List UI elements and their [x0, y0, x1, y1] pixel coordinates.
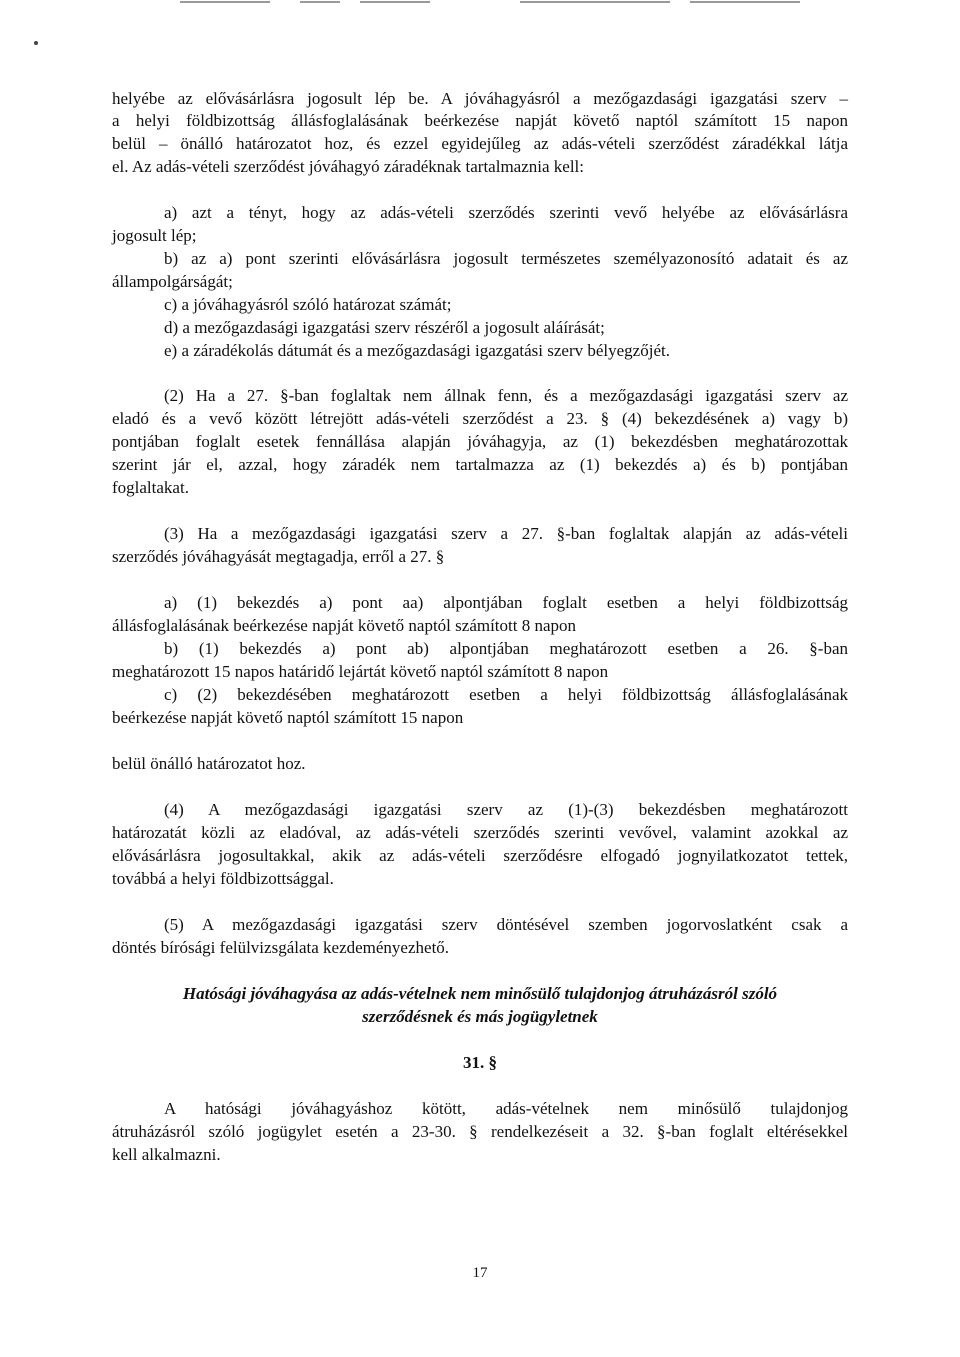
- text-line: el. Az adás-vételi szerződést jóváhagyó záradéknak tartalmaznia kell:: [112, 157, 584, 176]
- text-line: elővásárlásra jogosultakkal, akik az adás-vételi szerződésre elfogadó jognyilatkozatot tettek,: [112, 846, 848, 865]
- paragraph-2: (2) Ha a 27. §-ban foglaltak nem állnak fenn, és a mezőgazdasági igazgatási szerv az: [164, 386, 848, 405]
- list-item-e: e) a záradékolás dátumát és a mezőgazdasági igazgatási szerv bélyegzőjét.: [164, 341, 670, 360]
- text-line: állampolgárságát;: [112, 272, 233, 291]
- text-line: eladó és a vevő között létrejött adás-vételi szerződést a 23. § (4) bekezdésének a) vagy b): [112, 409, 848, 428]
- text-line: állásfoglalásának beérkezése napját követő naptól számított 8 napon: [112, 616, 577, 635]
- list-item-d: d) a mezőgazdasági igazgatási szerv részéről a jogosult aláírását;: [164, 318, 605, 337]
- paragraph-3-item-c: c) (2) bekezdésében meghatározott esetben a helyi földbizottság állásfoglalásának: [164, 685, 848, 704]
- text-line: a helyi földbizottság állásfoglalásának beérkezése napját követő naptól számított 15 napon: [112, 111, 848, 130]
- section-heading-cont: szerződésnek és más jogügyletnek: [362, 1007, 598, 1026]
- text-line: belül önálló határozatot hoz.: [112, 754, 306, 773]
- paragraph-3-item-b: b) (1) bekezdés a) pont ab) alpontjában meghatározott esetben a 26. §-ban: [164, 639, 848, 658]
- scan-edge-artifact: [0, 0, 960, 6]
- text-line: belül – önálló határozatot hoz, és ezzel egyidejűleg az adás-vételi szerződést záradékkal látja: [112, 134, 848, 153]
- text-line: kell alkalmazni.: [112, 1145, 221, 1164]
- section-heading: Hatósági jóváhagyása az adás-vételnek nem minősülő tulajdonjog átruházásról szóló: [182, 984, 778, 1003]
- text-line: helyébe az elővásárlásra jogosult lép be. A jóváhagyásról a mezőgazdasági igazgatási szerv –: [112, 89, 848, 108]
- paragraph-4: (4) A mezőgazdasági igazgatási szerv az (1)-(3) bekezdésben meghatározott: [164, 800, 848, 819]
- list-item-b: b) az a) pont szerinti elővásárlásra jogosult természetes személyazonosító adatait és az: [164, 249, 848, 268]
- section-number: 31. §: [463, 1053, 497, 1072]
- text-line: átruházásról szóló jogügylet esetén a 23-30. § rendelkezéseit a 32. §-ban foglalt eltérésekkel: [112, 1122, 848, 1141]
- list-item-c: c) a jóváhagyásról szóló határozat számát;: [164, 295, 452, 314]
- scan-speck: [34, 41, 38, 45]
- text-line: szerződés jóváhagyását megtagadja, erről a 27. §: [112, 547, 445, 566]
- paragraph-5: (5) A mezőgazdasági igazgatási szerv döntésével szemben jogorvoslatként csak a: [164, 915, 848, 934]
- paragraph-3-item-a: a) (1) bekezdés a) pont aa) alpontjában foglalt esetben a helyi földbizottság: [164, 593, 848, 612]
- text-line: jogosult lép;: [112, 226, 197, 245]
- section-text: A hatósági jóváhagyáshoz kötött, adás-vételnek nem minősülő tulajdonjog: [164, 1099, 848, 1118]
- text-line: beérkezése napját követő naptól számított 15 napon: [112, 708, 464, 727]
- text-line: döntés bírósági felülvizsgálata kezdeményezhető.: [112, 938, 450, 957]
- paragraph-3: (3) Ha a mezőgazdasági igazgatási szerv a 27. §-ban foglaltak alapján az adás-vételi: [164, 524, 848, 543]
- page-number: 17: [472, 1265, 488, 1281]
- text-line: szerint jár el, azzal, hogy záradék nem tartalmazza az (1) bekezdés a) és b) pontjában: [112, 455, 848, 474]
- text-line: foglaltakat.: [112, 478, 189, 497]
- text-line: határozatát közli az eladóval, az adás-vételi szerződés szerinti vevővel, valamint azokkal az: [112, 823, 848, 842]
- text-line: pontjában foglalt esetek fennállása alapján jóváhagyja, az (1) bekezdésben meghatározottak: [112, 432, 848, 451]
- list-item-a: a) azt a tényt, hogy az adás-vételi szerződés szerinti vevő helyébe az elővásárlásra: [164, 203, 848, 222]
- text-line: továbbá a helyi földbizottsággal.: [112, 869, 334, 888]
- text-line: meghatározott 15 napos határidő lejártát követő naptól számított 8 napon: [112, 662, 609, 681]
